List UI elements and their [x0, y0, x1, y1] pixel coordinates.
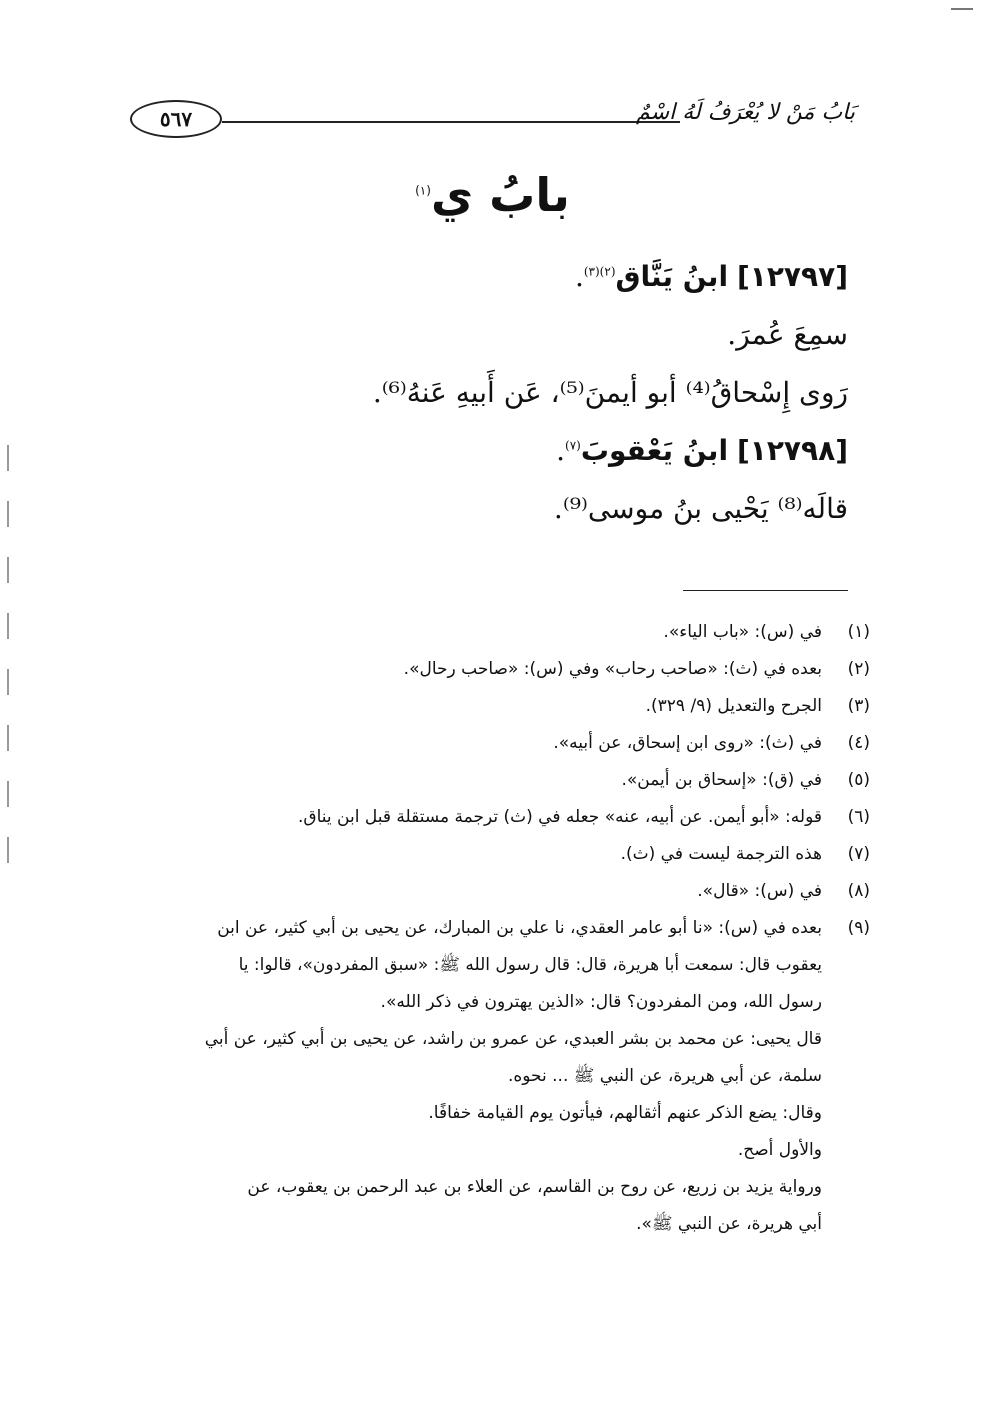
footnote-number: (٢): [847, 659, 870, 679]
entry-number: [١٢٧٩٧]: [736, 260, 848, 293]
entry-heading: [575, 260, 848, 293]
entry-text: قالَه⁽⁸⁾ يَحْيى بنُ موسى⁽⁹⁾.: [553, 492, 848, 525]
footnote-line: ورواية يزيد بن زريع، عن روح بن القاسم، عن العلاء بن عبد الرحمن بن يعقوب، عن: [247, 1177, 822, 1197]
footnote-number: (٦): [847, 807, 870, 827]
chapter-title-text: بابُ ي: [430, 168, 570, 222]
footnote-line: أبي هريرة، عن النبي ﷺ».: [636, 1214, 822, 1234]
footnote: [125, 762, 870, 799]
footnote-number: (٨): [847, 881, 870, 901]
footnote: [125, 873, 870, 910]
footnote-number: (٥): [847, 770, 870, 790]
footnote: [125, 799, 870, 836]
footnote: [125, 614, 870, 651]
entry-end: .: [556, 434, 565, 467]
footnote-line: بعده في (س): «نا أبو عامر العقدي، نا علي بن المبارك، عن يحيى بن أبي كثير، عن ابن: [217, 918, 822, 938]
scan-corner-mark: [951, 8, 973, 10]
footnote-line: في (س): «قال».: [697, 881, 822, 901]
chapter-title-note: (١): [415, 183, 431, 198]
footnote-line: بعده في (ث): «صاحب رحاب» وفي (س): «صاحب رحال».: [403, 659, 822, 679]
footnote-line: في (ق): «إسحاق بن أيمن».: [621, 770, 822, 790]
entry-heading: [556, 434, 848, 467]
footnote-line: سلمة، عن أبي هريرة، عن النبي ﷺ ... نحوه.: [507, 1066, 822, 1086]
footnote-separator: [683, 590, 848, 591]
footnote-line: والأول أصح.: [737, 1140, 822, 1160]
footnote-number: (٣): [847, 696, 870, 716]
footnote-line: قال يحيى: عن محمد بن بشر العبدي، عن عمرو بن راشد، عن يحيى بن أبي كثير، عن أبي: [204, 1029, 822, 1049]
footnote: [125, 688, 870, 725]
entry-name: ابنُ يَنَّاق: [615, 260, 729, 293]
footnote-line: في (س): «باب الياء».: [663, 622, 822, 642]
chapter-title: [0, 168, 985, 222]
scan-edge-marks: [7, 445, 10, 905]
entry-end: .: [574, 260, 584, 293]
footnote-line: رسول الله، ومن المفردون؟ قال: «الذين يهترون في ذكر الله».: [380, 992, 822, 1012]
page-number: ٥٦٧: [159, 107, 193, 131]
footnote-line: وقال: يضع الذكر عنهم أثقالهم، فيأتون يوم القيامة خفافًا.: [428, 1103, 822, 1123]
page-number-badge: [130, 100, 222, 138]
footnote-line: يعقوب قال: سمعت أبا هريرة، قال: قال رسول الله ﷺ: «سبق المفردون»، قالوا: يا: [238, 955, 822, 975]
footnote-line: الجرح والتعديل (٩/ ٣٢٩).: [645, 696, 822, 716]
footnote-number: (٧): [847, 844, 870, 864]
footnote-number: (٩): [847, 918, 870, 938]
entry-text: سمِعَ عُمرَ.: [727, 318, 848, 351]
footnote-number: (٤): [847, 733, 870, 753]
entry-note: (٧): [565, 438, 581, 453]
entry-name: ابنُ يَعْقوبَ: [580, 434, 729, 467]
entry-number: [١٢٧٩٨]: [736, 434, 848, 467]
running-title: بَابُ مَنْ لا يُعْرَفُ لَهُ اسْمٌ: [636, 100, 855, 125]
entry-note: (٢)(٣): [583, 264, 616, 279]
entry-text: رَوى إِسْحاقُ⁽⁴⁾ أبو أيمنَ⁽⁵⁾، عَن أَبيهِ عَنهُ⁽⁶⁾.: [372, 376, 848, 409]
footnote: [125, 725, 870, 762]
footnote-line: في (ث): «روى ابن إسحاق، عن أبيه».: [553, 733, 822, 753]
footnote: [125, 836, 870, 873]
header-rule: [222, 121, 680, 123]
footnote-line: قوله: «أبو أيمن. عن أبيه، عنه» جعله في (ث) ترجمة مستقلة قبل ابن يناق.: [298, 807, 822, 827]
footnote: [125, 651, 870, 688]
page-header: [130, 98, 855, 138]
footnote-number: (١): [847, 622, 870, 642]
footnote-line: هذه الترجمة ليست في (ث).: [620, 844, 822, 864]
footnote: [125, 910, 870, 1243]
